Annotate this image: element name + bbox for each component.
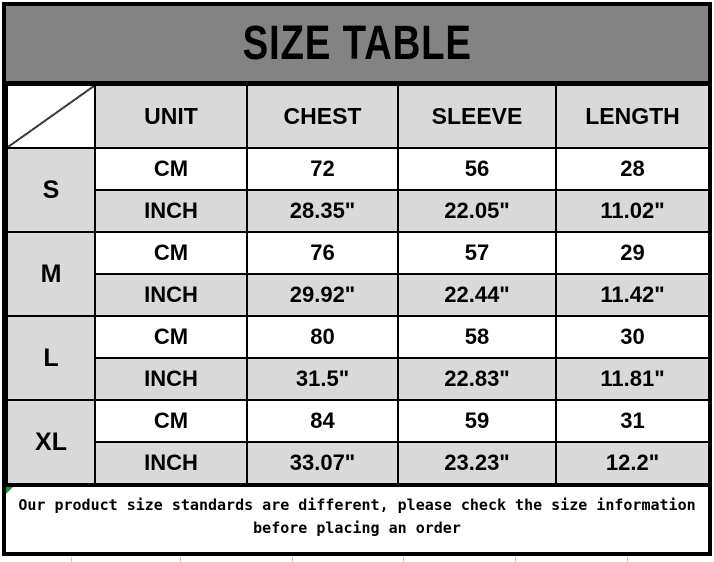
unit-label-cell: INCH [95,274,247,316]
length-value-cell: 30 [556,316,709,358]
size-label-cell: S [7,148,95,232]
note-box [6,485,708,552]
gridline-tick [292,557,293,562]
unit-label-cell: CM [95,148,247,190]
sleeve-value-cell: 22.44" [398,274,556,316]
page-title: SIZE TABLE [242,17,472,70]
sleeve-value-cell: 23.23" [398,442,556,484]
sleeve-value-cell: 56 [398,148,556,190]
table-row [7,316,709,358]
table-row [7,358,709,400]
table-row [7,190,709,232]
sleeve-value-cell: 22.05" [398,190,556,232]
sleeve-value-cell: 22.83" [398,358,556,400]
unit-label-cell: CM [95,400,247,442]
chest-value-cell: 84 [247,400,398,442]
length-value-cell: 11.81" [556,358,709,400]
chest-value-cell: 31.5" [247,358,398,400]
column-header-chest: CHEST [247,85,398,148]
header-row [7,85,709,148]
length-value-cell: 11.42" [556,274,709,316]
gridline-tick [627,557,628,562]
length-value-cell: 29 [556,232,709,274]
diagonal-header-cell [7,85,95,148]
chest-value-cell: 33.07" [247,442,398,484]
chest-value-cell: 29.92" [247,274,398,316]
spreadsheet-corner-marker [6,487,13,494]
column-header-sleeve: SLEEVE [398,85,556,148]
size-table [2,2,712,556]
note-line: Our product size standards are different, please check the size information [18,496,696,514]
note-line: before placing an order [253,519,461,538]
sleeve-value-cell: 59 [398,400,556,442]
sleeve-value-cell: 58 [398,316,556,358]
unit-label-cell: INCH [95,442,247,484]
unit-label-cell: CM [95,316,247,358]
gridline-tick [180,557,181,562]
chest-value-cell: 76 [247,232,398,274]
size-grid [6,84,710,485]
gridline-tick [403,557,404,562]
chest-value-cell: 72 [247,148,398,190]
unit-label-cell: CM [95,232,247,274]
column-header-length: LENGTH [556,85,709,148]
length-value-cell: 12.2" [556,442,709,484]
gridline-tick [515,557,516,562]
sleeve-value-cell: 57 [398,232,556,274]
table-row [7,274,709,316]
table-row [7,400,709,442]
size-label-cell: L [7,316,95,400]
table-row [7,148,709,190]
table-row [7,232,709,274]
unit-label-cell: INCH [95,190,247,232]
unit-label-cell: INCH [95,358,247,400]
length-value-cell: 31 [556,400,709,442]
table-row [7,442,709,484]
size-label-cell: XL [7,400,95,484]
chest-value-cell: 28.35" [247,190,398,232]
column-header-unit: UNIT [95,85,247,148]
length-value-cell: 11.02" [556,190,709,232]
chest-value-cell: 80 [247,316,398,358]
size-label-cell: M [7,232,95,316]
length-value-cell: 28 [556,148,709,190]
gridline-tick [71,557,72,562]
title-bar [6,6,708,84]
